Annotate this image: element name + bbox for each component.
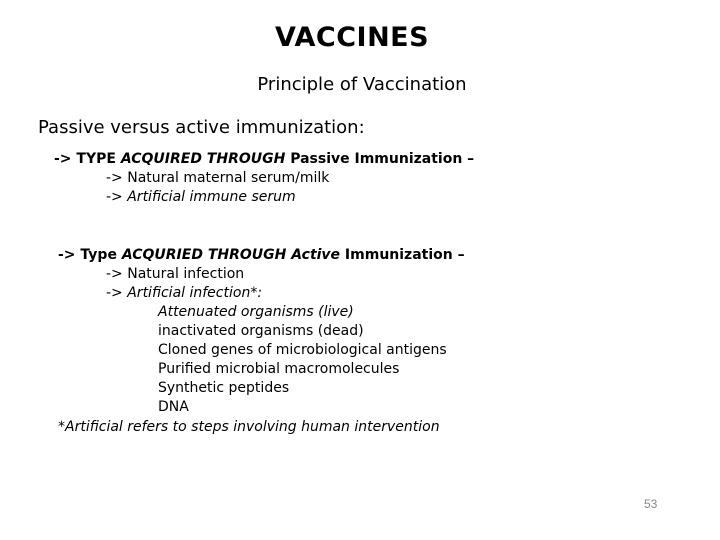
active-item-natural: -> Natural infection xyxy=(106,266,245,282)
passive-heading xyxy=(54,150,474,169)
slide-subtitle: Principle of Vaccination xyxy=(257,74,467,95)
active-item-artificial: -> Artificial infection*: xyxy=(106,285,263,301)
sub-item-attenuated: Attenuated organisms (live) xyxy=(158,304,354,320)
active-heading xyxy=(58,246,465,265)
active-kind-suffix: Immunization – xyxy=(340,247,465,263)
intro-heading: Passive versus active immunization: xyxy=(38,117,365,138)
sub-item-inactivated: inactivated organisms (dead) xyxy=(158,323,364,339)
sub-item-synthetic-peptides: Synthetic peptides xyxy=(158,380,290,396)
acquired-label: ACQURIED THROUGH xyxy=(121,247,292,263)
sub-item-dna: DNA xyxy=(158,399,189,415)
sub-item-purified: Purified microbial macromolecules xyxy=(158,361,400,377)
passive-item-natural: -> Natural maternal serum/milk xyxy=(106,170,330,186)
arrow-marker: -> xyxy=(58,247,81,263)
arrow-marker: -> xyxy=(54,151,77,167)
slide-title: VACCINES xyxy=(274,22,430,53)
sub-item-cloned-genes: Cloned genes of microbiological antigens xyxy=(158,342,447,358)
footnote: *Artificial refers to steps involving human intervention xyxy=(58,419,440,435)
page-number: 53 xyxy=(644,497,658,511)
active-kind-prefix: Active xyxy=(291,247,341,263)
acquired-label: ACQUIRED THROUGH xyxy=(120,151,291,167)
type-label: Type xyxy=(80,247,122,263)
type-label: TYPE xyxy=(76,151,121,167)
passive-item-artificial: -> Artificial immune serum xyxy=(106,189,296,205)
passive-kind: Passive Immunization – xyxy=(290,151,475,167)
